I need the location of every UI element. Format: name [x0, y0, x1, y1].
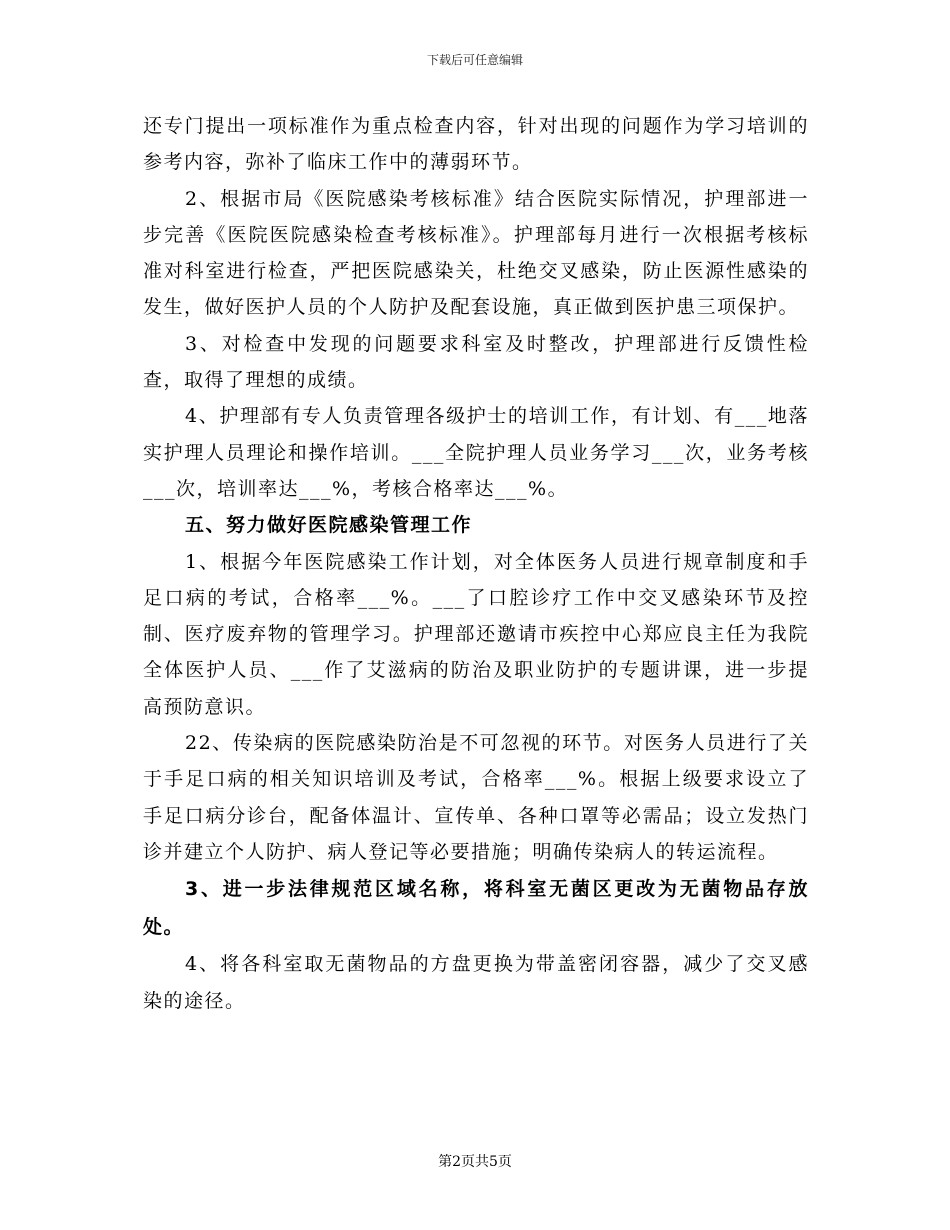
- page-header-note: 下载后可任意编辑: [426, 53, 523, 67]
- body-paragraph-item-2: 2、根据市局《医院感染考核标准》结合医院实际情况，护理部进一步完善《医院医院感染检查考核标准》。护理部每月进行一次根据考核标准对科室进行检查，严把医院感染关，杜绝交叉感染，防止医源性感染的发生，做好医护人员的个人防护及配套设施，真正做到医护患三项保护。: [143, 187, 809, 319]
- document-body: [143, 108, 809, 1019]
- section-paragraph-item-1: 1、根据今年医院感染工作计划，对全体医务人员进行规章制度和手足口病的考试，合格率___%。___了口腔诊疗工作中交叉感染环节及控制、医疗废弃物的管理学习。护理部还邀请市疾控中心郑应良主任为我院全体医护人员、___作了艾滋病的防治及职业防护的专题讲课，进一步提高预防意识。: [143, 550, 809, 718]
- section-heading: 五、努力做好医院感染管理工作: [185, 514, 473, 537]
- body-paragraph-item-4: 4、护理部有专人负责管理各级护士的培训工作，有计划、有___地落实护理人员理论和操作培训。___全院护理人员业务学习___次，业务考核___次，培训率达___%，考核合格率达___%。: [143, 405, 809, 500]
- bold-paragraph-item-3: 3、进一步法律规范区域名称，将科室无菌区更改为无菌物品存放处。: [143, 878, 809, 939]
- body-paragraph-item-3: 3、对检查中发现的问题要求科室及时整改，护理部进行反馈性检查，取得了理想的成绩。: [143, 332, 809, 392]
- body-paragraph-continued: 还专门提出一项标准作为重点检查内容，针对出现的问题作为学习培训的参考内容，弥补了临床工作中的薄弱环节。: [143, 115, 809, 174]
- section-paragraph-item-22: 22、传染病的医院感染防治是不可忽视的环节。对医务人员进行了关于手足口病的相关知识培训及考试，合格率___%。根据上级要求设立了手足口病分诊台，配备体温计、宣传单、各种口罩等必需品；设立发热门诊并建立个人防护、病人登记等必要措施；明确传染病人的转运流程。: [143, 732, 809, 863]
- page-footer-number: 第2页共5页: [438, 1154, 512, 1170]
- section-paragraph-item-4: 4、将各科室取无菌物品的方盘更换为带盖密闭容器，减少了交叉感染的途径。: [143, 953, 809, 1012]
